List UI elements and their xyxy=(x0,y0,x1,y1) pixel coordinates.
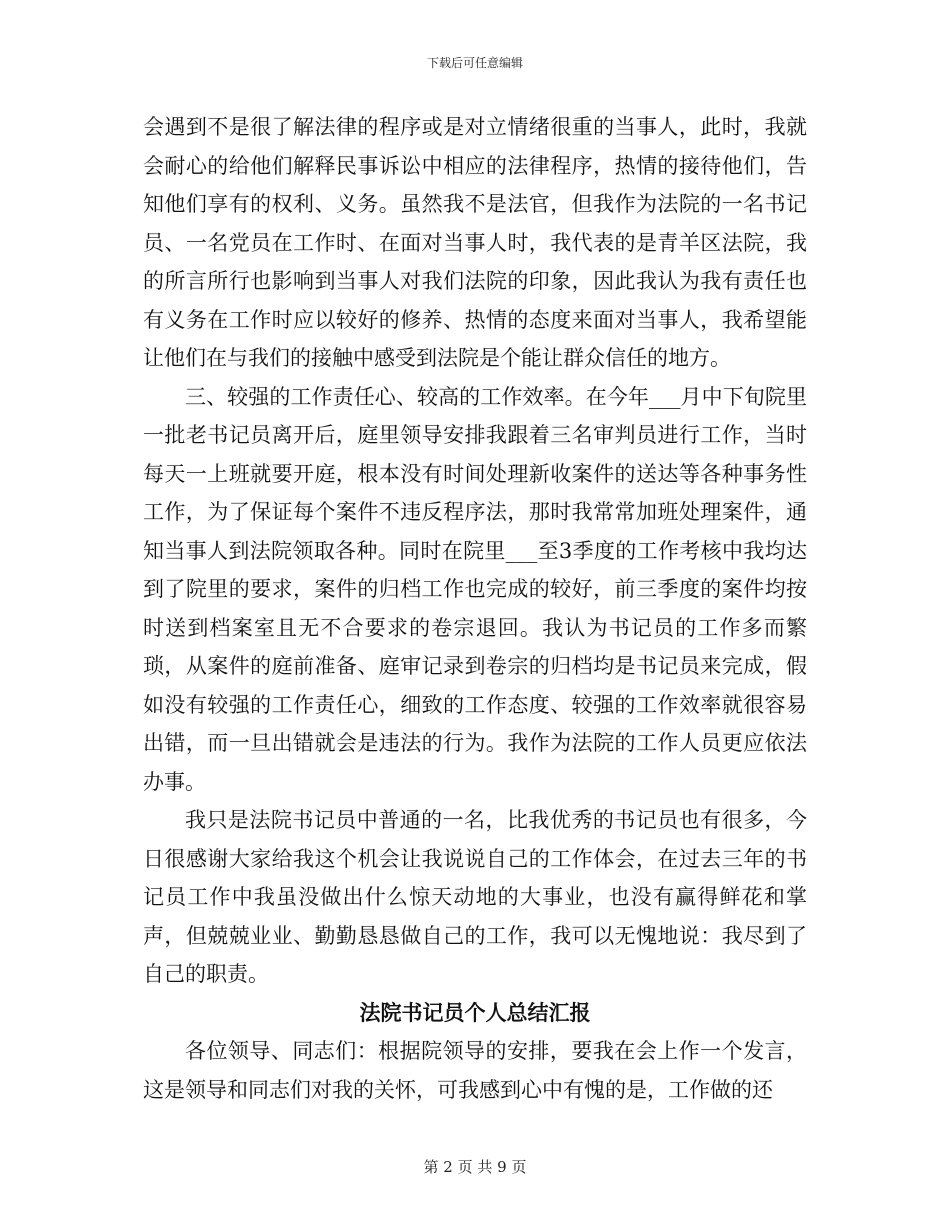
page-header: 下载后可任意编辑 xyxy=(426,56,523,70)
paragraph-work-responsibility: 三、较强的工作责任心、较高的工作效率。在今年___月中下旬院里一批老书记员离开后，庭里领导安排我跟着三名审判员进行工作，当时每天一上班就要开庭，根本没有时间处理新收案件的送达等各种事务性工作，为了保证每个案件不违反程序法，那时我常常加班处理案件，通知当事人到法院领取各种。同时在院里___至3季度的工作考核中我均达到了院里的要求，案件的归档工作也完成的较好，前三季度的案件均按时送到档案室且无不合要求的卷宗退回。我认为书记员的工作多而繁琐，从案件的庭前准备、庭审记录到卷宗的归档均是书记员来完成，假如没有较强的工作责任心，细致的工作态度、较强的工作效率就很容易出错，而一旦出错就会是违法的行为。我作为法院的工作人员更应依法办事。 xyxy=(143,384,807,794)
page-number: 第 2 页 共 9 页 xyxy=(423,1158,527,1176)
document-body xyxy=(143,108,807,1109)
paragraph-opening: 各位领导、同志们：根据院领导的安排，要我在会上作一个发言，这是领导和同志们对我的关怀，可我感到心中有愧的是，工作做的还 xyxy=(143,1039,807,1102)
section-title: 法院书记员个人总结汇报 xyxy=(359,1000,591,1025)
paragraph-continued: 会遇到不是很了解法律的程序或是对立情绪很重的当事人，此时，我就会耐心的给他们解释民事诉讼中相应的法律程序，热情的接待他们，告知他们享有的权利、义务。虽然我不是法官，但我作为法院的一名书记员、一名党员在工作时、在面对当事人时，我代表的是青羊区法院，我的所言所行也影响到当事人对我们法院的印象，因此我认为我有责任也有义务在工作时应以较好的修养、热情的态度来面对当事人，我希望能让他们在与我们的接触中感受到法院是个能让群众信任的地方。 xyxy=(143,115,807,370)
paragraph-conclusion: 我只是法院书记员中普通的一名，比我优秀的书记员也有很多，今日很感谢大家给我这个机会让我说说自己的工作体会，在过去三年的书记员工作中我虽没做出什么惊天动地的大事业，也没有赢得鲜花和掌声，但兢兢业业、勤勤恳恳做自己的工作，我可以无愧地说：我尽到了自己的职责。 xyxy=(143,808,807,986)
